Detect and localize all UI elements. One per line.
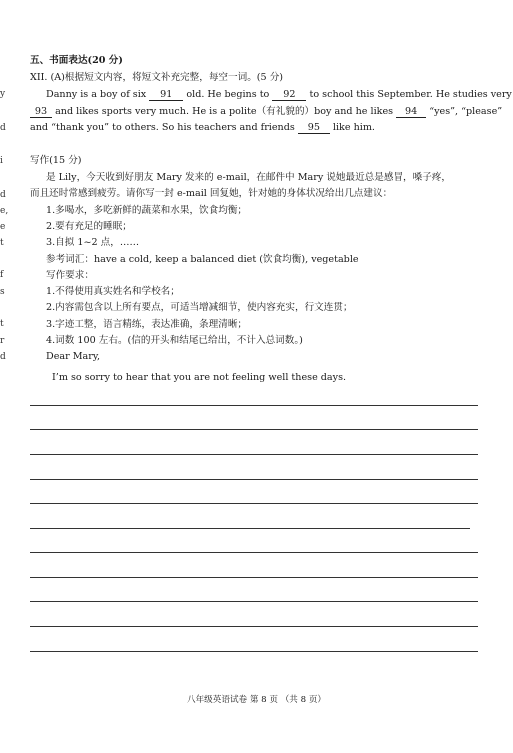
blank-93: 93 — [30, 106, 52, 118]
passage-text: “yes”, “please” — [429, 106, 503, 117]
margin-fragment: e, — [0, 206, 8, 216]
blank-94: 94 — [396, 106, 426, 118]
writing-prompt-line: 而且还时常感到疲劳。请你写一封 e-mail 回复她，针对她的身体状况给出几点建议： — [30, 188, 393, 199]
vocabulary-hint: 参考词汇：have a cold, keep a balanced diet (饮食均衡), vegetable — [46, 254, 359, 265]
passage-text: old. He begins to — [186, 89, 270, 100]
writing-line — [30, 552, 478, 553]
writing-line — [30, 454, 478, 455]
section-heading: 五、书面表达(20 分) — [30, 55, 123, 66]
writing-prompt-line: 是 Lily，今天收到好朋友 Mary 发来的 e-mail，在邮件中 Mary 说她最近总是感冒，嗓子疼， — [46, 172, 452, 183]
requirement-item: 3.字迹工整，语言精练，表达准确，条理清晰； — [46, 319, 248, 330]
passage-text: like him. — [332, 122, 375, 133]
suggestion-item: 2.要有充足的睡眠； — [46, 221, 132, 232]
suggestion-item: 1.多喝水，多吃新鲜的蔬菜和水果，饮食均衡； — [46, 205, 248, 216]
margin-fragment: i — [0, 156, 3, 166]
margin-fragment: d — [0, 123, 6, 133]
passage-line-2 — [30, 106, 502, 118]
writing-line — [30, 429, 478, 430]
margin-fragment: t — [0, 238, 4, 248]
requirement-item: 2.内容需包含以上所有要点，可适当增减细节，使内容充实，行文连贯； — [46, 302, 353, 313]
writing-line — [30, 651, 478, 652]
margin-fragment: d — [0, 190, 6, 200]
writing-line — [30, 601, 478, 602]
blank-95: 95 — [298, 122, 330, 134]
passage-text: to school this September. He studies very — [309, 89, 512, 100]
letter-opening: I’m so sorry to hear that you are not feeling well these days. — [52, 372, 347, 383]
writing-line — [30, 626, 478, 627]
requirement-item: 1.不得使用真实姓名和学校名； — [46, 286, 180, 297]
margin-fragment: e — [0, 222, 6, 232]
passage-text: and likes sports very much. He is a polite（有礼貌的）boy and he likes — [55, 106, 394, 117]
writing-line — [30, 503, 478, 504]
passage-text: Danny is a boy of six — [46, 89, 147, 100]
passage-line-1 — [46, 89, 512, 101]
margin-fragment: t — [0, 319, 4, 329]
writing-line — [30, 479, 478, 480]
letter-greeting: Dear Mary, — [46, 351, 101, 362]
writing-line — [30, 405, 478, 406]
requirement-item: 4.词数 100 左右。(信的开头和结尾已给出，不计入总词数。) — [46, 335, 303, 346]
margin-fragment: r — [0, 336, 5, 346]
margin-fragment: f — [0, 270, 4, 280]
suggestion-item: 3.自拟 1~2 点，…… — [46, 237, 140, 248]
part-a-instruction: XII. (A)根据短文内容，将短文补充完整，每空一词。(5 分) — [30, 72, 284, 83]
passage-line-3 — [30, 122, 375, 134]
page-footer: 八年级英语试卷 第 8 页 （共 8 页） — [186, 695, 327, 705]
margin-fragment: y — [0, 89, 6, 99]
writing-heading: 写作(15 分) — [30, 155, 82, 166]
blank-91: 91 — [149, 89, 183, 101]
writing-line — [30, 577, 478, 578]
margin-fragment: d — [0, 352, 6, 362]
writing-line — [30, 528, 470, 529]
requirements-heading: 写作要求： — [46, 270, 94, 281]
blank-92: 92 — [272, 89, 306, 101]
margin-fragment: s — [0, 287, 5, 297]
passage-text: and “thank you” to others. So his teachers and friends — [30, 122, 295, 133]
